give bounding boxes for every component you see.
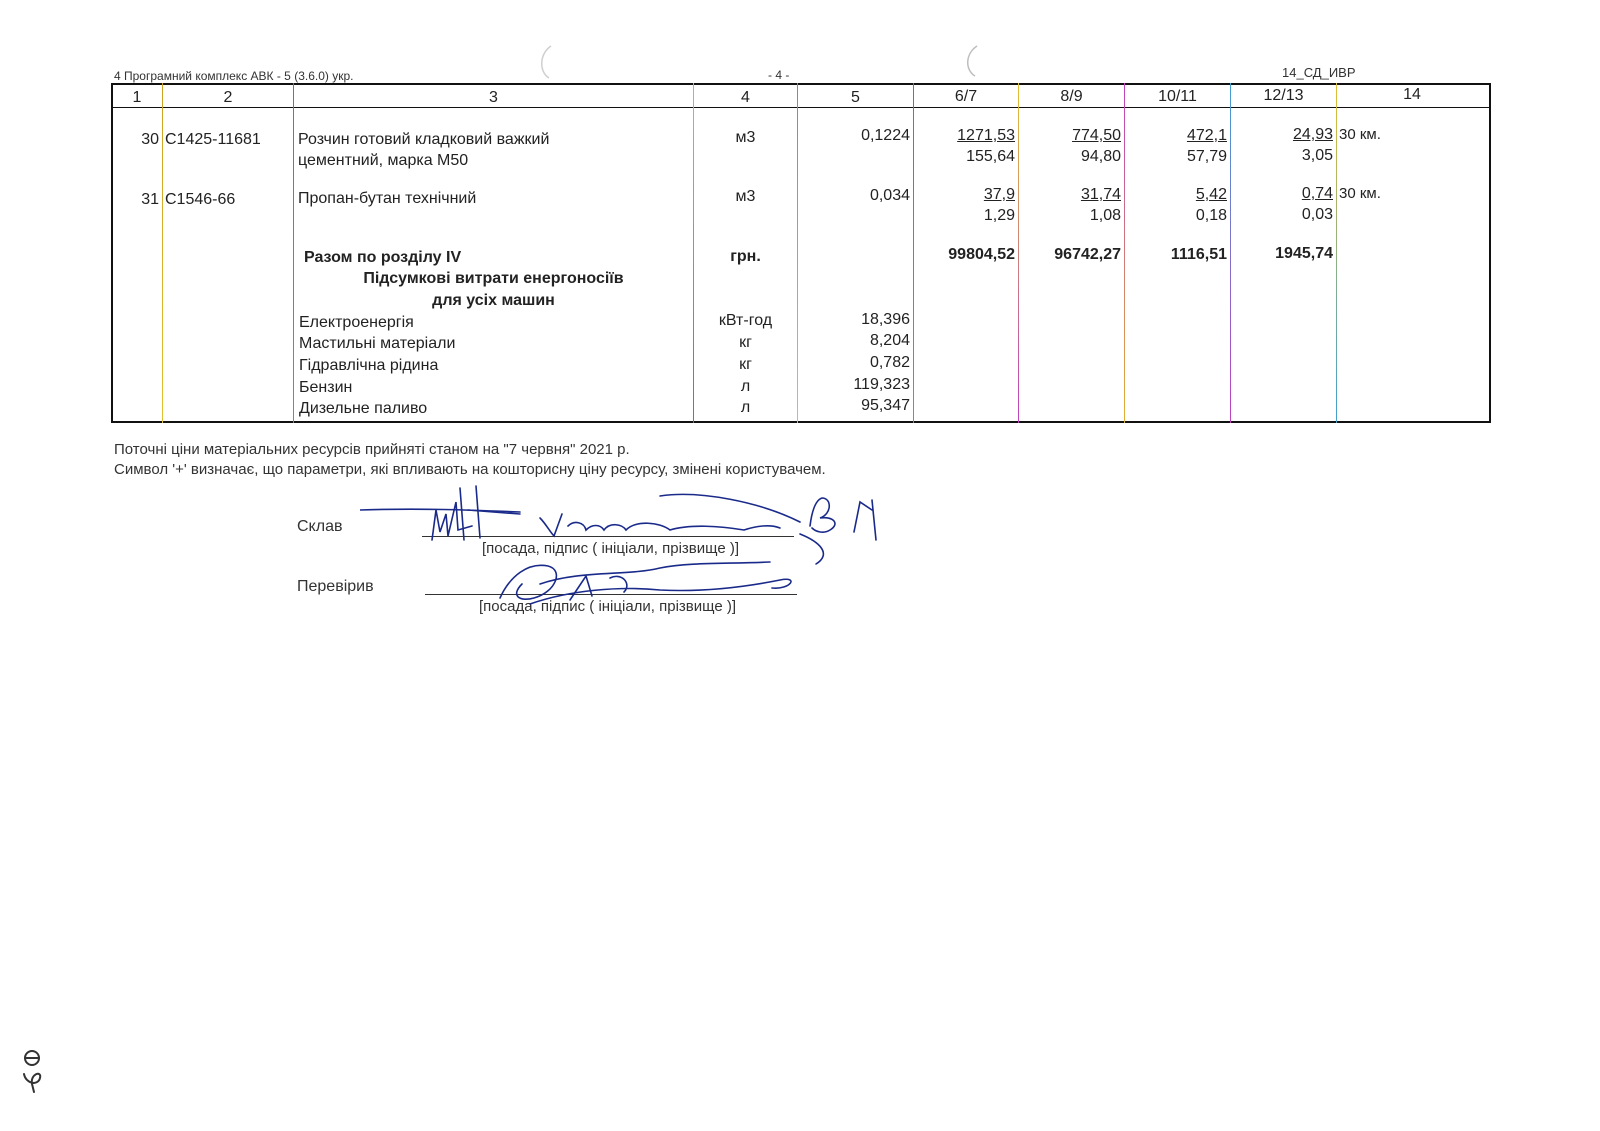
energy-qty: 18,396	[861, 311, 910, 328]
col-header: 8/9	[1060, 88, 1083, 105]
composed-label: Склав	[297, 518, 343, 535]
checked-hint: [посада, підпис ( ініціали, прізвище )]	[479, 598, 736, 615]
quantity: 0,034	[869, 187, 910, 204]
col-header: 10/11	[1158, 88, 1197, 105]
col-divider	[293, 83, 294, 423]
resource-code: С1546-66	[165, 191, 236, 208]
page-number: - 4 -	[768, 68, 790, 82]
total-label: Разом по розділу IV	[304, 249, 462, 266]
energy-title: Підсумкові витрати енергоносіїв	[363, 270, 624, 287]
energy-unit: кг	[739, 334, 752, 351]
price-top: 37,9	[983, 186, 1015, 203]
unit: м3	[735, 188, 756, 205]
energy-name: Бензин	[299, 379, 353, 396]
col-header: 3	[489, 89, 498, 106]
program-title: 4 Програмний комплекс АВК - 5 (3.6.0) укр.	[114, 69, 354, 83]
scan-artifact-marks	[535, 42, 985, 82]
energy-name: Електроенергія	[299, 314, 414, 331]
handwritten-signatures	[360, 480, 900, 610]
energy-unit: кг	[739, 356, 752, 373]
row-number: 31	[141, 191, 159, 208]
price-top: 1271,53	[957, 127, 1015, 144]
price-bottom: 0,03	[1301, 206, 1333, 223]
energy-unit: кВт-год	[718, 312, 773, 329]
price-top: 24,93	[1292, 126, 1333, 143]
resource-name: цементний, марка М50	[298, 152, 469, 169]
energy-name: Мастильні матеріали	[299, 335, 456, 352]
col-header: 5	[851, 89, 860, 106]
price-bottom: 1,08	[1089, 207, 1121, 224]
total-value: 99804,52	[948, 246, 1015, 263]
energy-title: для усіх машин	[432, 292, 555, 309]
total-value: 1116,51	[1170, 246, 1227, 263]
resource-code: С1425-11681	[165, 131, 261, 148]
total-value: 96742,27	[1054, 246, 1121, 263]
price-date-note: Поточні ціни матеріальних ресурсів прийняті станом на "7 червня" 2021 р.	[114, 441, 630, 458]
resource-name: Пропан-бутан технічний	[298, 190, 477, 207]
price-top: 0,74	[1301, 185, 1333, 202]
energy-qty: 95,347	[861, 397, 910, 414]
price-top: 31,74	[1080, 186, 1121, 203]
energy-qty: 119,323	[853, 376, 910, 393]
col-divider	[1336, 83, 1337, 423]
distance: 30 км.	[1339, 126, 1381, 143]
price-bottom: 57,79	[1186, 148, 1227, 165]
col-header: 12/13	[1263, 87, 1304, 104]
row-number: 30	[141, 131, 159, 148]
price-bottom: 3,05	[1301, 147, 1333, 164]
col-header: 1	[132, 89, 142, 106]
total-unit: грн.	[730, 248, 761, 265]
energy-qty: 8,204	[869, 332, 910, 349]
price-bottom: 94,80	[1080, 148, 1121, 165]
energy-name: Дизельне паливо	[299, 400, 428, 417]
unit: м3	[735, 129, 756, 146]
price-bottom: 155,64	[966, 148, 1015, 165]
energy-qty: 0,782	[869, 354, 910, 371]
price-bottom: 0,18	[1195, 207, 1227, 224]
composed-hint: [посада, підпис ( ініціали, прізвище )]	[482, 540, 739, 557]
distance: 30 км.	[1339, 185, 1381, 202]
col-header: 14	[1403, 86, 1421, 103]
symbol-note: Символ '+' визначає, що параметри, які впливають на кошторисну ціну ресурсу, змінені користувачем.	[114, 461, 826, 478]
margin-page-mark	[12, 1040, 52, 1100]
price-top: 5,42	[1195, 186, 1227, 203]
checked-label: Перевірив	[297, 578, 374, 595]
energy-unit: л	[740, 399, 751, 416]
col-header: 4	[741, 89, 750, 106]
energy-name: Гідравлічна рідина	[299, 357, 439, 374]
energy-unit: л	[740, 378, 751, 395]
col-header: 2	[223, 89, 233, 106]
resource-name: Розчин готовий кладковий важкий	[298, 131, 550, 148]
total-value: 1945,74	[1275, 245, 1333, 262]
col-divider	[162, 83, 163, 423]
price-top: 472,1	[1186, 127, 1227, 144]
document-code: 14_СД_ИВР	[1282, 65, 1356, 80]
col-header: 6/7	[954, 88, 978, 105]
price-bottom: 1,29	[983, 207, 1015, 224]
price-top: 774,50	[1072, 127, 1121, 144]
quantity: 0,1224	[861, 127, 910, 144]
